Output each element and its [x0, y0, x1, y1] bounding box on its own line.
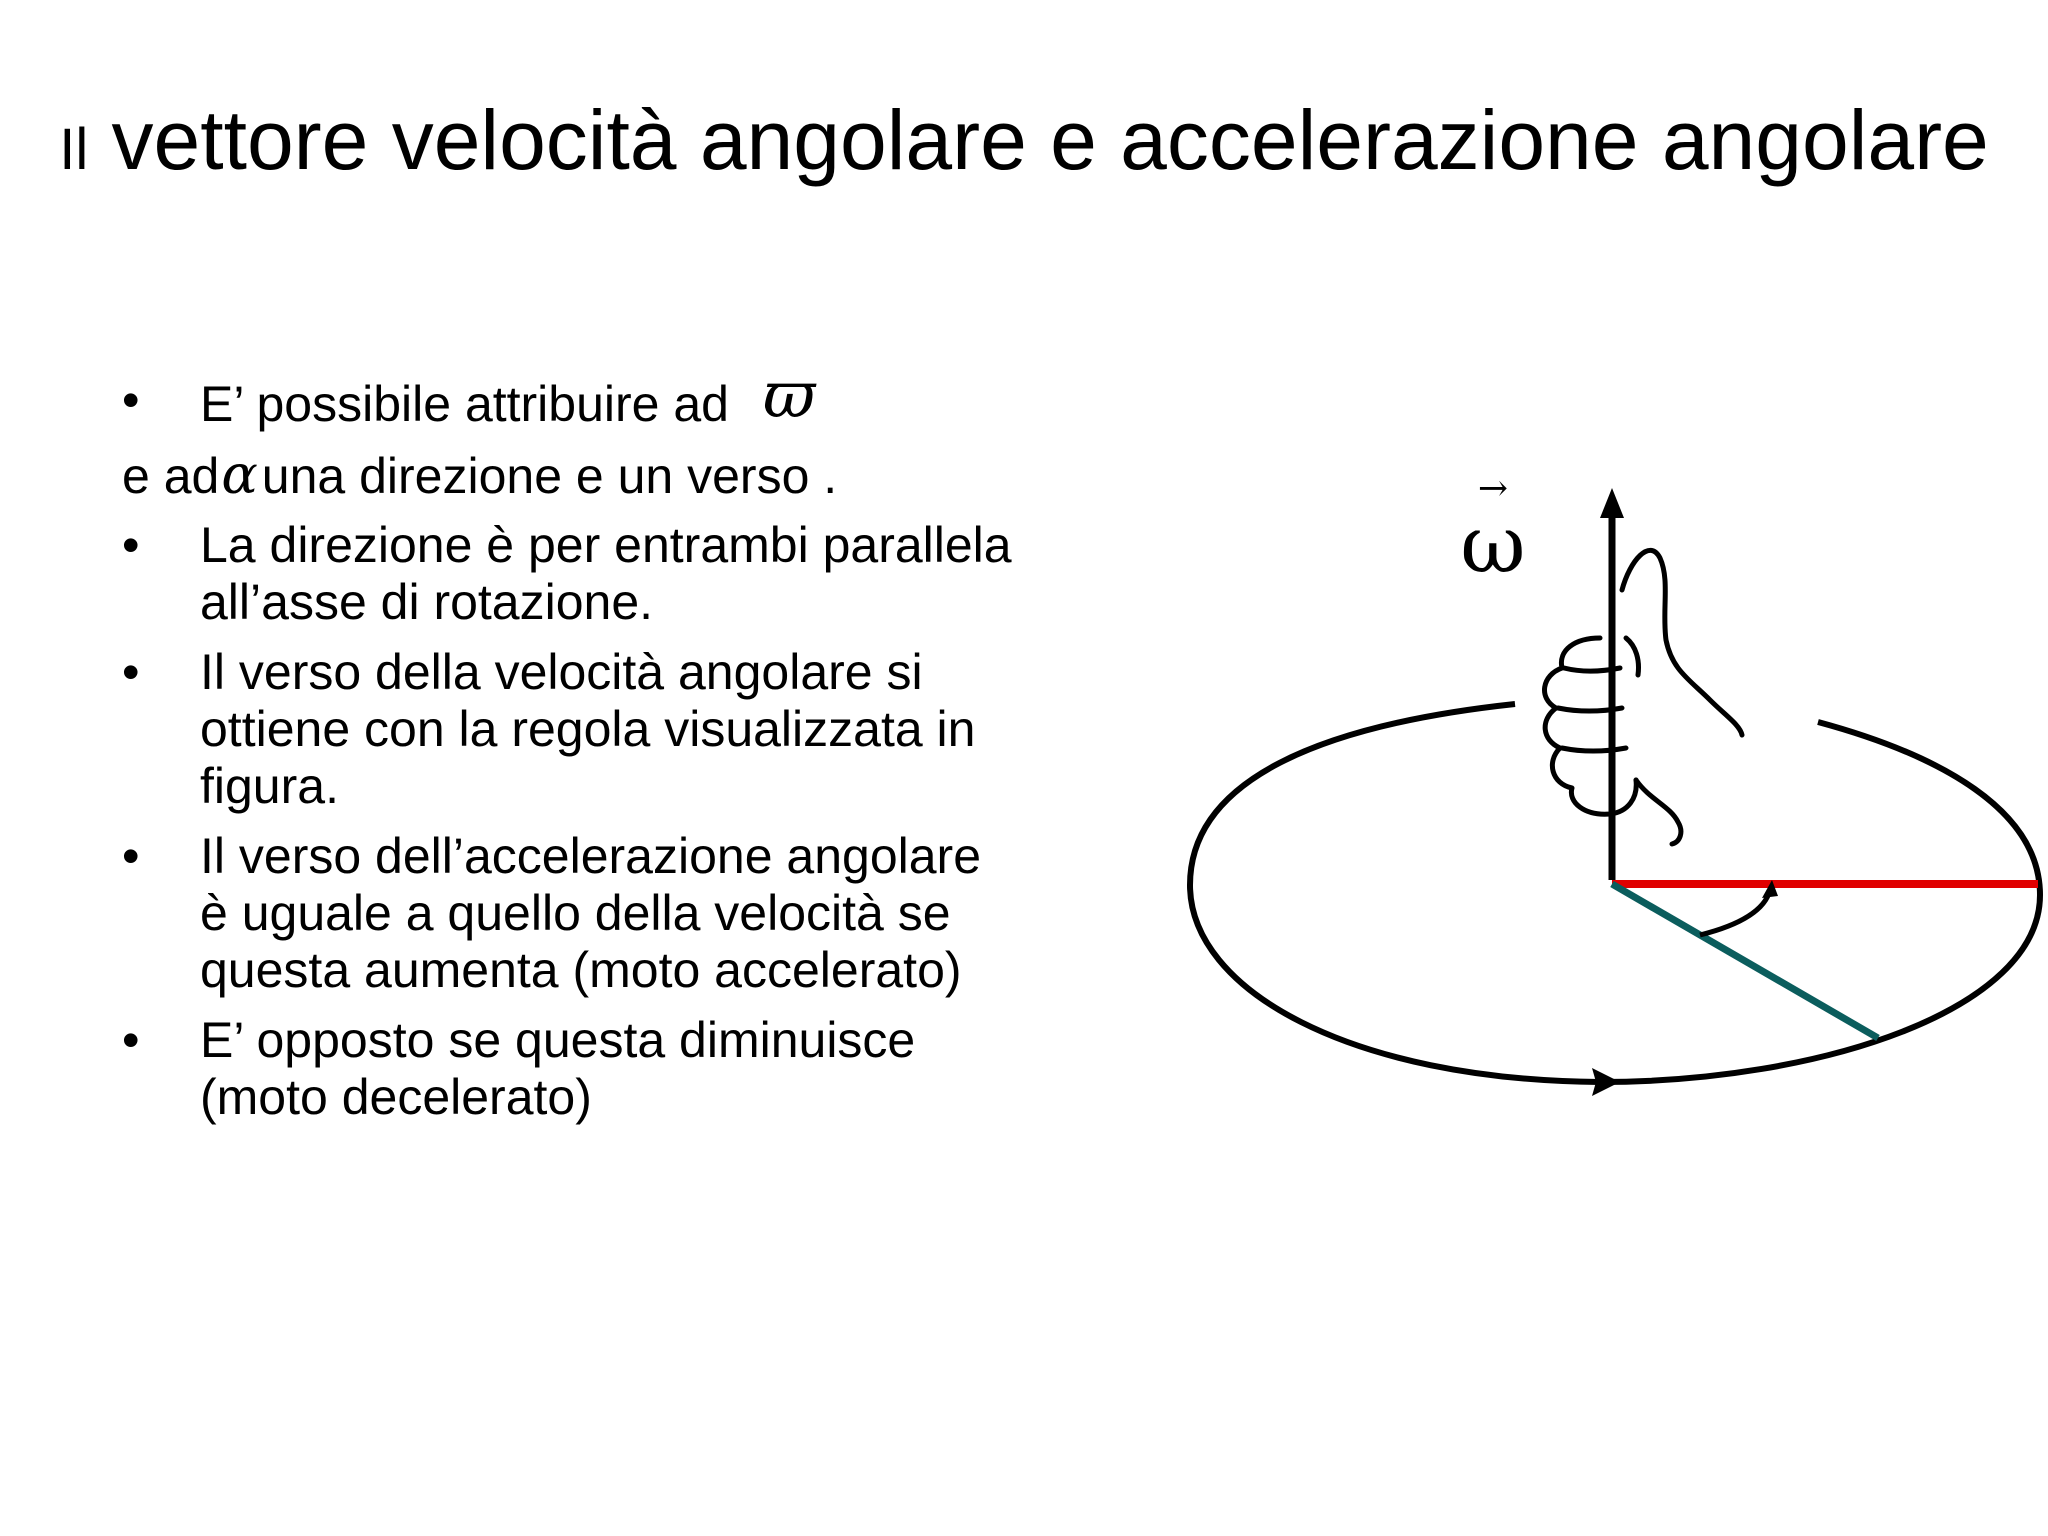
title-rest: vettore velocità angolare e accelerazione angolare — [88, 93, 1989, 187]
bullet-item — [122, 517, 1022, 631]
omega-vector-label: ω — [1460, 498, 1526, 591]
axis-arrowhead — [1600, 488, 1624, 518]
bullet-marker: • — [122, 517, 140, 573]
bullet-text: Il verso dell’accelerazione angolare è uguale a quello della velocità se questa aumenta (moto accelerato) — [200, 828, 982, 998]
omega-vector-arrow: → — [1477, 470, 1509, 509]
title-prefix: Il — [59, 117, 89, 182]
slide-title — [0, 90, 2048, 200]
right-hand-rule-figure — [1180, 470, 2048, 1130]
bullet-text: E’ possibile attribuire ad — [200, 376, 729, 432]
radius-teal — [1612, 884, 1878, 1038]
omega-symbol: ϖ — [762, 359, 816, 433]
bullet-text: La direzione è per entrambi parallela all’asse di rotazione. — [200, 517, 1012, 630]
continuation-line — [122, 443, 1022, 506]
bullet-marker: • — [122, 372, 140, 428]
bullet-text: E’ opposto se questa diminuisce (moto decelerato) — [200, 1012, 916, 1125]
bullet-list — [122, 359, 1022, 1139]
right-hand-icon — [1545, 550, 1742, 844]
bullet-item — [122, 1012, 1022, 1126]
rotation-direction-arrowhead — [1592, 1068, 1620, 1096]
bullet-item — [122, 359, 1022, 433]
bullet-marker: • — [122, 828, 140, 884]
bullet-text: Il verso della velocità angolare si ottiene con la regola visualizzata in figura. — [200, 644, 976, 814]
bullet-item — [122, 828, 1022, 999]
continuation-after: una direzione e un verso . — [261, 448, 838, 504]
angle-arc — [1700, 890, 1770, 935]
continuation-before: e ad — [122, 448, 220, 504]
bullet-marker: • — [122, 644, 140, 700]
alpha-symbol: α — [221, 443, 258, 506]
bullet-item — [122, 644, 1022, 815]
bullet-marker: • — [122, 1012, 140, 1068]
